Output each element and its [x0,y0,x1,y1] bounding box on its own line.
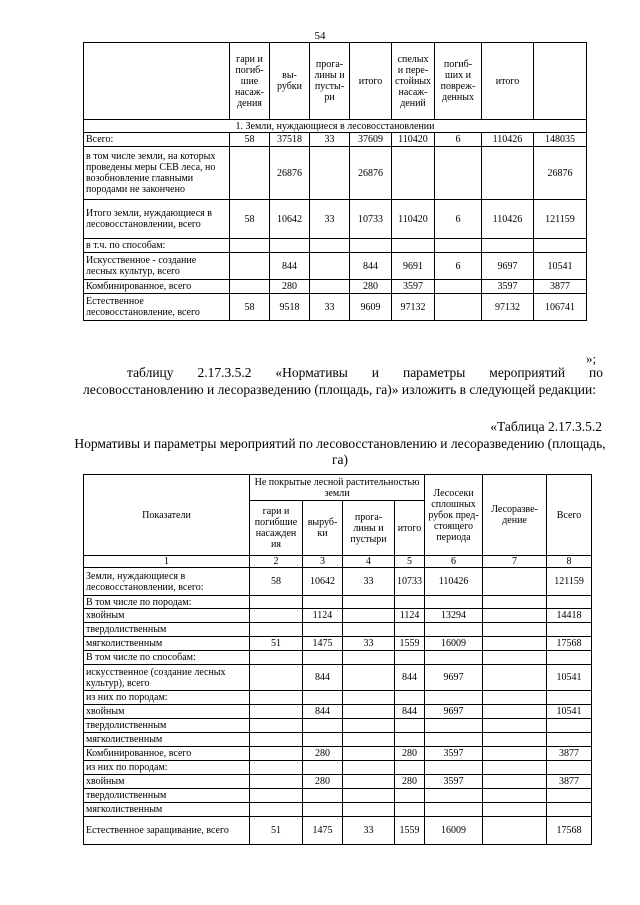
row-label: Комбинированное, всего [84,747,250,761]
column-header: Всего [547,475,592,556]
table-row [84,733,592,747]
table-cell: 6 [435,200,482,239]
table-row [84,637,592,651]
row-label: мягколиственным [84,803,250,817]
table-cell: 3597 [392,280,435,294]
table-cell: 10642 [303,568,343,596]
table-cell [547,691,592,705]
column-header: итого [395,501,425,556]
section-row [84,120,587,133]
table-row [84,280,587,294]
table-row [84,133,587,147]
row-label: в т.ч. по способам: [84,239,230,253]
table-row [84,568,592,596]
table-cell [395,691,425,705]
table-cell [425,596,483,609]
table-cell [483,637,547,651]
table-cell: 33 [343,637,395,651]
table-cell: 10541 [547,705,592,719]
row-label: твердолиственным [84,623,250,637]
column-header: прога-лины и пусты-ри [310,43,350,120]
table-cell: 3597 [425,775,483,789]
table-cell [303,789,343,803]
table-row [84,761,592,775]
row-label: Искусственное - создание лесных культур, всего [84,253,230,280]
table-cell: 13294 [425,609,483,623]
table-cell [303,803,343,817]
table-row [84,747,592,761]
table-cell: 51 [250,637,303,651]
table-cell [230,239,270,253]
table-cell [343,719,395,733]
table-cell [483,665,547,691]
table-row [84,609,592,623]
table-cell: 26876 [350,147,392,200]
table-cell: 58 [230,294,270,321]
table-row [84,719,592,733]
table-cell [84,43,230,120]
table-cell [392,147,435,200]
table-cell [425,803,483,817]
table-cell [303,651,343,665]
row-label: мягколиственным [84,733,250,747]
table-cell: 26876 [534,147,587,200]
table-cell: 58 [230,200,270,239]
table-cell: 3877 [547,775,592,789]
table-cell [250,803,303,817]
table-cell [310,239,350,253]
table-cell: 51 [250,817,303,845]
column-header: Не покрытые лесной растительностью земли [250,475,425,501]
table-cell: 9609 [350,294,392,321]
table-cell [250,705,303,719]
table-cell [395,761,425,775]
table-cell [343,761,395,775]
table-row [84,294,587,321]
table-cell [425,761,483,775]
amendment-paragraph [83,364,603,398]
table-cell: 3597 [425,747,483,761]
table-cell: 280 [303,775,343,789]
table-cell: 1124 [395,609,425,623]
table-cell [483,761,547,775]
table-cell [343,665,395,691]
table-cell [395,733,425,747]
row-label: хвойным [84,609,250,623]
table-cell: 6 [435,253,482,280]
table-cell [547,733,592,747]
table-cell [250,609,303,623]
table-cell: 9697 [425,665,483,691]
table-cell [547,596,592,609]
table-cell [534,239,587,253]
table-cell [310,253,350,280]
table-cell [483,609,547,623]
table-cell: 1124 [303,609,343,623]
row-label: Комбинированное, всего [84,280,230,294]
column-header: итого [482,43,534,120]
row-label: Естественное лесовосстановление, всего [84,294,230,321]
table-cell: 110420 [392,133,435,147]
table-cell: 3877 [534,280,587,294]
table-cell [343,775,395,789]
table-row [84,253,587,280]
table-cell: 844 [270,253,310,280]
table-cell: 844 [303,705,343,719]
table-cell [435,294,482,321]
table-cell [343,733,395,747]
table-cell [270,239,310,253]
row-label: Естественное заращивание, всего [84,817,250,845]
table-cell [303,596,343,609]
table-cell: 33 [310,200,350,239]
table-cell: 37518 [270,133,310,147]
table-cell: 16009 [425,637,483,651]
table-cell [483,803,547,817]
row-label: хвойным [84,705,250,719]
table-cell: 17568 [547,637,592,651]
table-cell [395,789,425,803]
table-cell [343,596,395,609]
column-header: Лесоразве-дение [483,475,547,556]
table-cell [350,239,392,253]
table-row [84,803,592,817]
table-cell [303,691,343,705]
table-cell [303,623,343,637]
table-cell [230,147,270,200]
table-cell: 9697 [425,705,483,719]
table-cell [343,609,395,623]
row-label: Всего: [84,133,230,147]
table-row [84,691,592,705]
row-label: в том числе земли, на которых проведены меры СЕВ леса, но возобновление главными породами не закончено [84,147,230,200]
row-label: твердолиственным [84,789,250,803]
column-header: погиб-ших и повреж-денных [435,43,482,120]
row-label: из них по породам: [84,691,250,705]
table-cell [230,253,270,280]
table-cell: 844 [395,705,425,719]
table-cell: 5 [395,556,425,568]
table-cell [250,761,303,775]
table-cell: 2 [250,556,303,568]
table-cell: 9697 [482,253,534,280]
column-header: гари и погиб-шие насаж-дения [230,43,270,120]
table-cell [483,747,547,761]
table-cell: 6 [435,133,482,147]
column-header: Лесосеки сплошных рубок пред-стоящего периода [425,475,483,556]
table-cell [343,747,395,761]
column-header: спелых и пере-стойных насаж-дений [392,43,435,120]
table-cell [483,568,547,596]
table-cell [395,596,425,609]
table-cell: 33 [343,817,395,845]
table-cell [395,623,425,637]
closing-quote: »; [586,351,597,366]
table-cell: 280 [395,747,425,761]
table-cell: 1475 [303,817,343,845]
table-cell [343,691,395,705]
table-cell [250,747,303,761]
column-header: вы-рубки [270,43,310,120]
table-cell [343,623,395,637]
table-cell [310,280,350,294]
table-cell [435,239,482,253]
table-cell: 58 [250,568,303,596]
table-cell [483,596,547,609]
table-cell: 280 [350,280,392,294]
column-header: прога-лины и пустыри [343,501,395,556]
table-cell [343,803,395,817]
row-label: из них по породам: [84,761,250,775]
table-cell: 844 [303,665,343,691]
table-cell [343,789,395,803]
table-cell [482,239,534,253]
table-cell: 4 [343,556,395,568]
table-cell: 6 [425,556,483,568]
table-cell: 16009 [425,817,483,845]
table-land-reforestation-summary [83,42,587,321]
table-title: Нормативы и параметры мероприятий по лесовосстановлению и лесоразведению (площадь, га) [74,436,606,467]
table-cell: 10733 [395,568,425,596]
table-cell [425,691,483,705]
table-cell: 97132 [482,294,534,321]
table-cell: 33 [310,294,350,321]
column-header: итого [350,43,392,120]
table-cell: 9518 [270,294,310,321]
row-label: хвойным [84,775,250,789]
table-row [84,817,592,845]
table-cell [547,651,592,665]
table-cell: 26876 [270,147,310,200]
table-cell [483,817,547,845]
table-cell: 121159 [534,200,587,239]
table-cell: 280 [270,280,310,294]
table-cell [230,280,270,294]
page-number: 54 [314,30,326,42]
table-row [84,705,592,719]
table-cell: 10541 [534,253,587,280]
table-cell: 1 [84,556,250,568]
table-cell: 97132 [392,294,435,321]
row-label: В том числе по породам: [84,596,250,609]
table-cell [250,789,303,803]
table-row [84,200,587,239]
table-cell [395,719,425,733]
table-cell: 3597 [482,280,534,294]
table-row [84,775,592,789]
table-cell [482,147,534,200]
table-cell [250,719,303,733]
row-label: твердолиственным [84,719,250,733]
table-cell: 58 [230,133,270,147]
row-label: Итого земли, нуждающиеся в лесовосстановлении, всего [84,200,230,239]
table-cell [547,789,592,803]
table-cell [250,651,303,665]
table-cell [435,280,482,294]
table-cell [425,623,483,637]
table-cell [303,733,343,747]
table-cell [547,761,592,775]
table-cell [425,651,483,665]
column-number-row [84,556,592,568]
table-cell: 280 [395,775,425,789]
table-cell [547,803,592,817]
table-cell: 3 [303,556,343,568]
table-cell [483,789,547,803]
row-label: Земли, нуждающиеся в лесовосстановлении, всего: [84,568,250,596]
table-cell: 33 [310,133,350,147]
table-row [84,147,587,200]
table-cell [425,789,483,803]
table-cell [303,761,343,775]
table-label: «Таблица 2.17.3.5.2 [490,419,602,434]
table-cell [483,651,547,665]
table-cell [250,665,303,691]
table-cell: 9691 [392,253,435,280]
table-cell: 33 [343,568,395,596]
table-row [84,665,592,691]
table-cell [250,733,303,747]
table-row [84,596,592,609]
table-cell [483,719,547,733]
row-label: В том числе по способам: [84,651,250,665]
table-cell [395,803,425,817]
table-cell [547,719,592,733]
table-cell [250,596,303,609]
row-label: искусственное (создание лесных культур), всего [84,665,250,691]
column-header: Показатели [84,475,250,556]
table-row [84,623,592,637]
table-cell [395,651,425,665]
table-cell [250,775,303,789]
table-cell [303,719,343,733]
table-reforestation-norms [83,474,592,845]
table-cell [483,691,547,705]
table-cell: 106741 [534,294,587,321]
column-header: гари и погибшие насажден ия [250,501,303,556]
table-cell [483,775,547,789]
table-cell [483,705,547,719]
table-cell [392,239,435,253]
table-row [84,651,592,665]
table-cell: 14418 [547,609,592,623]
paragraph-text: таблицу 2.17.3.5.2 «Нормативы и параметры мероприятий по лесовосстановлению и лесоразведению (площадь, га)» изложить в следующей редакции: [83,365,603,397]
table-cell: 10541 [547,665,592,691]
table-cell [250,623,303,637]
table-cell [250,691,303,705]
table-cell: 1475 [303,637,343,651]
column-header: выруб-ки [303,501,343,556]
table-cell [483,733,547,747]
table-cell: 3877 [547,747,592,761]
table-cell: 110420 [392,200,435,239]
table-cell [534,43,587,120]
table-cell [483,623,547,637]
table-cell [343,651,395,665]
table-cell [425,733,483,747]
table-cell: 110426 [482,133,534,147]
table-cell: 148035 [534,133,587,147]
table-cell [547,623,592,637]
table-row [84,239,587,253]
table-cell: 121159 [547,568,592,596]
table-row [84,789,592,803]
row-label: мягколиственным [84,637,250,651]
table-cell: 1559 [395,817,425,845]
table-cell: 110426 [425,568,483,596]
table-cell: 110426 [482,200,534,239]
table-header-row [84,475,592,501]
table-cell: 8 [547,556,592,568]
table-cell: 844 [395,665,425,691]
table-cell: 17568 [547,817,592,845]
table-cell: 280 [303,747,343,761]
table-cell [343,705,395,719]
table-cell: 37609 [350,133,392,147]
table-cell: 7 [483,556,547,568]
table-header-row [84,43,587,120]
table-cell: 10642 [270,200,310,239]
table-cell [310,147,350,200]
table-cell [425,719,483,733]
table-cell: 844 [350,253,392,280]
section-title: 1. Земли, нуждающиеся в лесовосстановлении [84,120,587,133]
table-cell: 1559 [395,637,425,651]
table-cell: 10733 [350,200,392,239]
table-cell [435,147,482,200]
